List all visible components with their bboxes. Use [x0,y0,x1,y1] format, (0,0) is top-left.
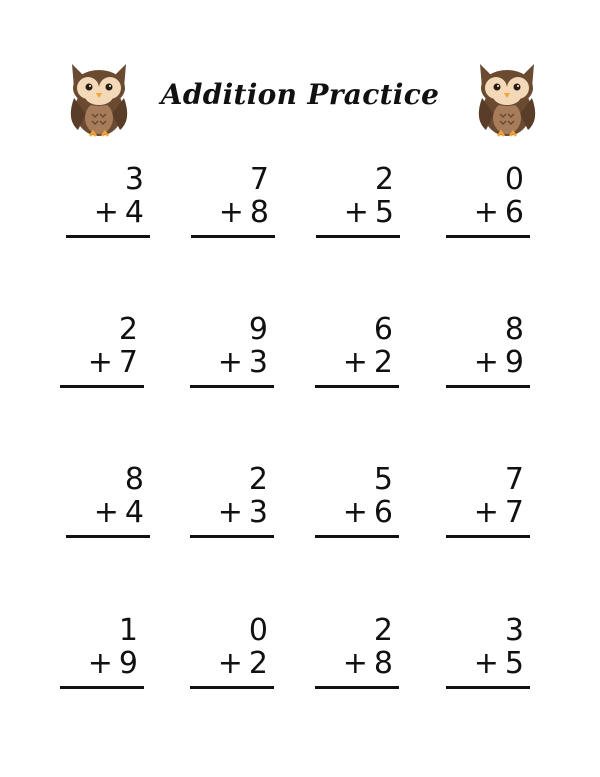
addition-problem [190,462,274,544]
top-addend: 7 [504,462,524,497]
addition-problem [446,162,530,244]
plus-sign: + [473,195,499,230]
answer-line [60,385,144,388]
addition-problem [66,162,150,244]
answer-line [315,535,399,538]
plus-sign: + [217,345,243,380]
bottom-addend: 5 [374,195,394,230]
bottom-row [474,495,524,531]
addition-problem [60,312,144,394]
answer-line [315,385,399,388]
bottom-row [88,646,138,682]
top-addend: 0 [248,613,268,648]
top-addend: 2 [118,312,138,347]
top-addend: 8 [124,462,144,497]
addition-problem [315,312,399,394]
answer-line [190,385,274,388]
bottom-row [343,345,393,381]
bottom-addend: 5 [504,646,524,681]
answer-line [66,235,150,238]
answer-line [66,535,150,538]
bottom-addend: 2 [373,345,393,380]
bottom-addend: 8 [373,646,393,681]
addition-problem [190,312,274,394]
addition-problem [315,613,399,695]
top-addend: 2 [373,613,393,648]
addition-problem [315,462,399,544]
answer-line [446,385,530,388]
addition-problem [316,162,400,244]
bottom-addend: 6 [504,195,524,230]
bottom-addend: 2 [248,646,268,681]
answer-line [315,686,399,689]
plus-sign: + [87,345,113,380]
addition-problem [446,462,530,544]
plus-sign: + [342,495,368,530]
bottom-addend: 7 [504,495,524,530]
bottom-row [218,345,268,381]
answer-line [316,235,400,238]
bottom-addend: 3 [248,495,268,530]
bottom-addend: 6 [373,495,393,530]
owl-icon [474,58,540,140]
page-title: Addition Practice [160,78,440,111]
plus-sign: + [343,195,369,230]
plus-sign: + [473,495,499,530]
bottom-row [474,646,524,682]
bottom-addend: 4 [124,195,144,230]
top-addend: 3 [504,613,524,648]
bottom-addend: 9 [118,646,138,681]
addition-problem [60,613,144,695]
plus-sign: + [473,646,499,681]
top-addend: 6 [373,312,393,347]
bottom-row [474,195,524,231]
top-addend: 1 [118,613,138,648]
plus-sign: + [217,495,243,530]
bottom-addend: 3 [248,345,268,380]
bottom-row [88,345,138,381]
bottom-addend: 8 [249,195,269,230]
top-addend: 3 [124,162,144,197]
top-addend: 8 [504,312,524,347]
top-addend: 5 [373,462,393,497]
plus-sign: + [473,345,499,380]
top-addend: 0 [504,162,524,197]
bottom-addend: 7 [118,345,138,380]
bottom-row [94,195,144,231]
addition-problem [446,613,530,695]
bottom-addend: 4 [124,495,144,530]
addition-problem [191,162,275,244]
bottom-row [94,495,144,531]
plus-sign: + [93,495,119,530]
plus-sign: + [93,195,119,230]
answer-line [190,686,274,689]
owl-icon [66,58,132,140]
answer-line [191,235,275,238]
answer-line [446,686,530,689]
plus-sign: + [87,646,113,681]
plus-sign: + [342,646,368,681]
bottom-row [474,345,524,381]
bottom-row [218,495,268,531]
bottom-row [218,646,268,682]
plus-sign: + [217,646,243,681]
answer-line [446,235,530,238]
plus-sign: + [218,195,244,230]
bottom-row [219,195,269,231]
bottom-row [343,646,393,682]
bottom-row [344,195,394,231]
top-addend: 9 [248,312,268,347]
answer-line [190,535,274,538]
addition-problem [446,312,530,394]
addition-problem [190,613,274,695]
plus-sign: + [342,345,368,380]
bottom-row [343,495,393,531]
bottom-addend: 9 [504,345,524,380]
top-addend: 2 [374,162,394,197]
answer-line [60,686,144,689]
addition-problem [66,462,150,544]
top-addend: 7 [249,162,269,197]
answer-line [446,535,530,538]
top-addend: 2 [248,462,268,497]
